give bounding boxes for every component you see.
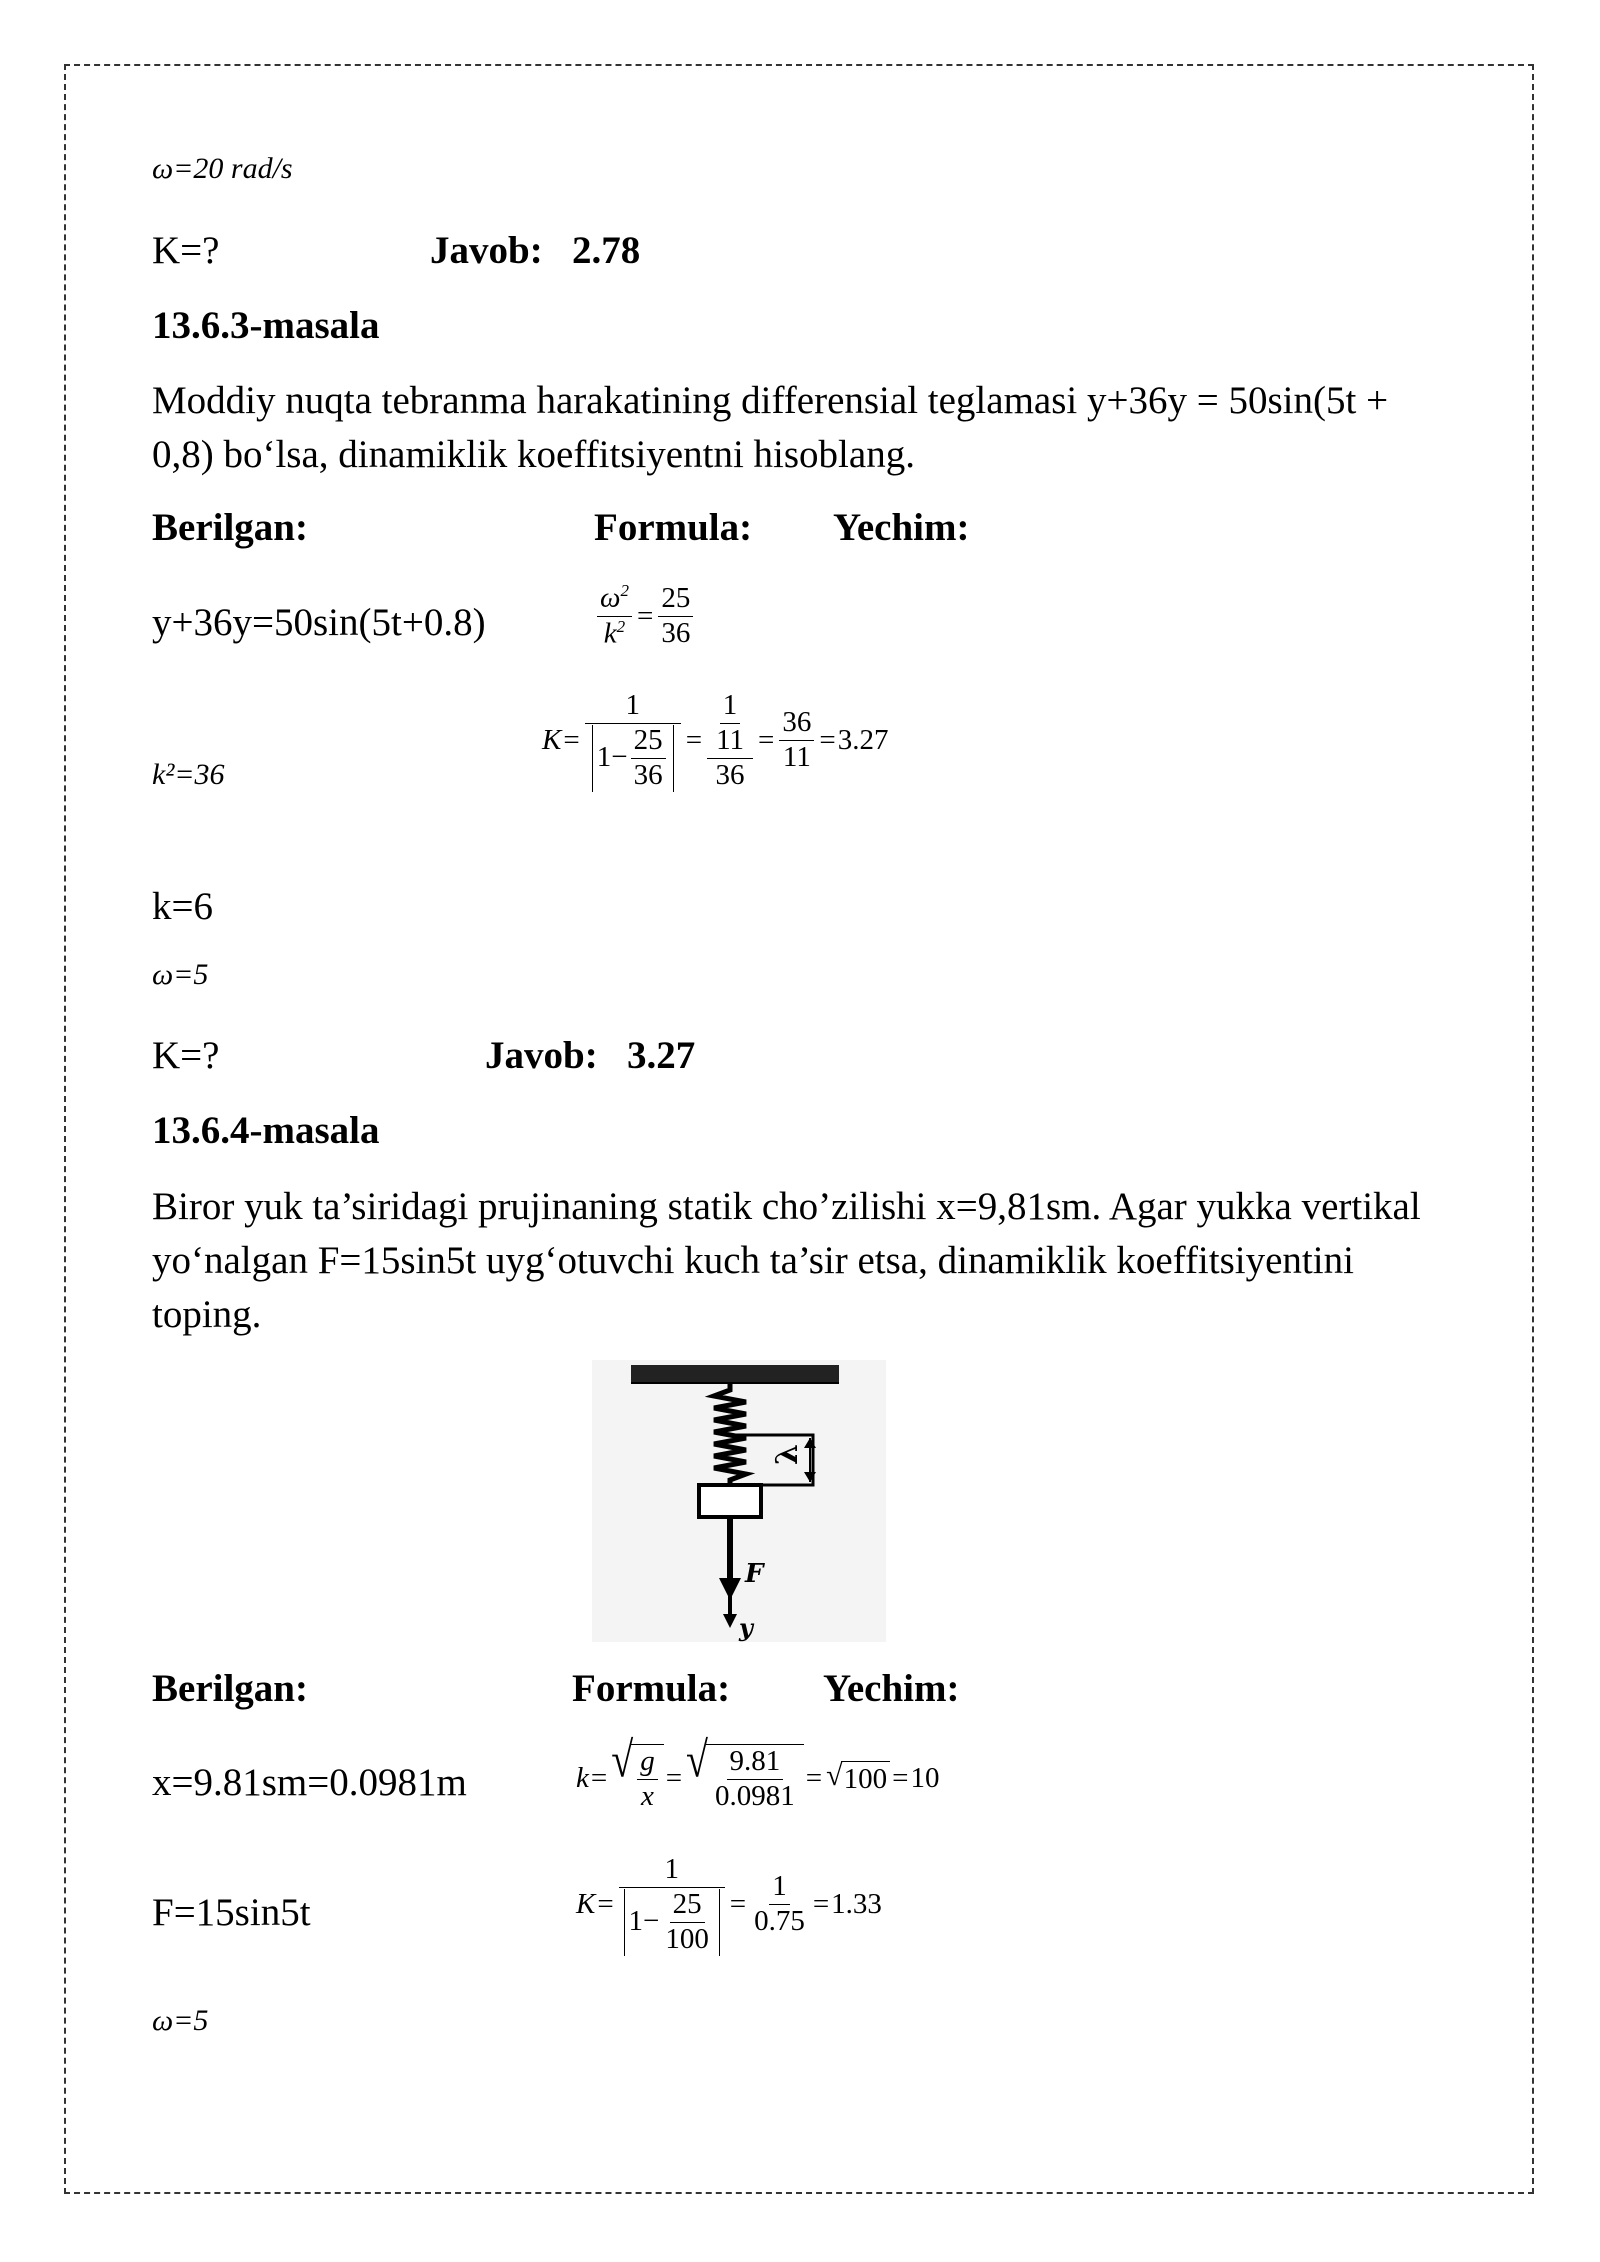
answer-label-2: Javob: 3.27	[485, 1034, 696, 1077]
problem-text-2: Biror yuk ta’siridagi prujinaning statik cho’zilishi x=9,81sm. Agar yukka vertikal yo‘nalgan F=15sin5t uyg‘otuvchi kuch ta’sir etsa, dinamiklik koeffitsiyentini toping.	[152, 1185, 1421, 1336]
answer-value-2: 3.27	[626, 1034, 696, 1077]
given-x: x=9.81sm=0.0981m	[152, 1761, 467, 1804]
header-solution-2: Yechim:	[823, 1667, 960, 1710]
omega-value-2: ω=5	[152, 2004, 209, 2037]
given-F: F=15sin5t	[152, 1891, 311, 1934]
dynamic-coefficient-formula: K = 1 1− $\frac{25}{36}$ = $\frac{\frac{1}{11}}{36}$ = $\frac{36}{11}$ = 3.27	[542, 689, 889, 791]
answer-value: 2.78	[571, 229, 641, 272]
unknown-K: K=?	[152, 229, 220, 272]
delta-label: λ	[770, 1443, 805, 1465]
y-axis-label: y	[739, 1613, 753, 1642]
k-squared: k²=36	[152, 758, 225, 791]
unknown-K-2: K=?	[152, 1034, 220, 1077]
header-formula-2: Formula:	[572, 1667, 731, 1710]
k-formula: k = √ g x = √ 9.81 0.0981 = √ 100 = 10	[576, 1731, 940, 1812]
omega-value: ω=5	[152, 958, 209, 991]
k-value: k=6	[152, 885, 213, 928]
omega-given: ω=20 rad/s	[152, 152, 293, 185]
force-label: F	[745, 1559, 764, 1589]
header-given: Berilgan:	[152, 506, 308, 549]
dynamic-coefficient-formula-2: K = 1 1− $\frac{25}{100}$ = $\frac{1}{0.75}$ = 1.33	[576, 1853, 882, 1955]
spring-mass-figure	[592, 1360, 886, 1642]
header-solution: Yechim:	[833, 506, 970, 549]
problem-title-2: 13.6.4-masala	[152, 1109, 380, 1152]
header-formula: Formula:	[594, 506, 753, 549]
ratio-formula: $\frac{\omega^2}{k^2}$ = $\frac{25}{36}$	[594, 582, 696, 650]
answer-label: Javob: 2.78	[430, 229, 641, 272]
header-given-2: Berilgan:	[152, 1667, 308, 1710]
problem-text: Moddiy nuqta tebranma harakatining differensial teglamasi y+36y = 50sin(5t + 0,8) bo‘lsa, dinamiklik koeffitsiyentni hisoblang.	[152, 379, 1389, 476]
problem-title: 13.6.3-masala	[152, 304, 380, 347]
mass-block	[699, 1485, 761, 1517]
given-equation: y+36y=50sin(5t+0.8)	[152, 601, 486, 644]
